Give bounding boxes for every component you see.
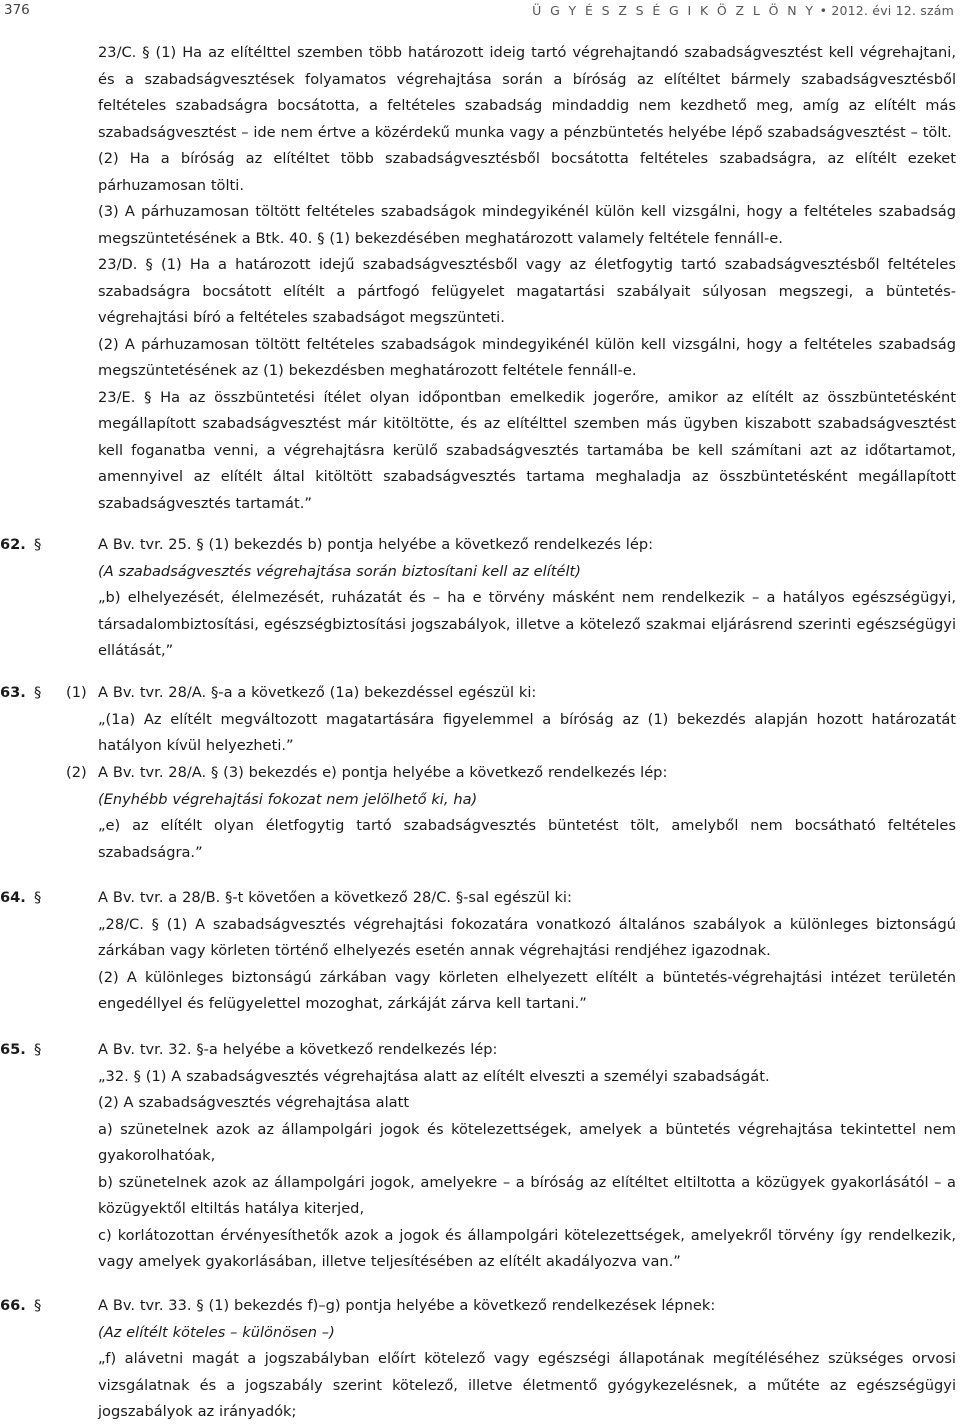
s66-context: (Az elítélt köteles – különösen –) xyxy=(98,1323,335,1341)
paragraph-23e: 23/E. § Ha az összbüntetési ítélet olyan időpontban emelkedik jogerőre, amikor az elítélt az összbüntetésként megállapított szabadságvesztést már kitöltötte, és az elítélttel szemben más ügyben kiszabott szabadságvesztést kell foganatba venni, a végrehajtásra kerülő szabadságvesztés tartamába be kell számítani azt az időtartamot, amennyivel az elítélt által kitöltött szabadságvesztés tartama meghaladja az összbüntetésként megállapított szabadságvesztés tartamát.” xyxy=(98,388,956,512)
s64-para1: „28/C. § (1) A szabadságvesztés végrehajtási fokozatára vonatkozó általános szabályok a különleges biztonságú zárkában vagy körleten történő elhelyezés esetén annak végrehajtási rendjéhez igazodnak. xyxy=(98,915,956,959)
s62-intro: A Bv. tvr. 25. § (1) bekezdés b) pontja helyébe a következő rendelkezés lép: xyxy=(98,536,654,553)
journal-title: Ü G Y É S Z S É G I K Ö Z L Ö N Y xyxy=(532,3,816,18)
paragraph-23c-3: (3) A párhuzamosan töltött feltételes szabadságok mindegyikénél külön kell vizsgálni, hogy a feltételes szabadság megszüntetésének a Btk. 40. § (1) bekezdésében meghatározott valamely feltétele fennáll-e. xyxy=(98,203,956,247)
section-64-body xyxy=(98,885,956,1018)
s63-sub2-number: (2) xyxy=(66,764,87,781)
s63-sub1-intro: A Bv. tvr. 28/A. §-a a következő (1a) bekezdéssel egészül ki: xyxy=(98,684,537,701)
section-63-symbol: § xyxy=(34,684,42,701)
s66-intro: A Bv. tvr. 33. § (1) bekezdés f)–g) pontja helyébe a következő rendelkezések lépnek: xyxy=(98,1297,716,1314)
section-64-symbol: § xyxy=(34,889,42,906)
s62-context: (A szabadságvesztés végrehajtása során biztosítani kell az elítélt) xyxy=(98,562,581,580)
issue-label: 2012. évi 12. szám xyxy=(831,3,954,18)
paragraph-23d-2: (2) A párhuzamosan töltött feltételes szabadságok mindegyikénél külön kell vizsgálni, hogy a feltételes szabadság megszüntetésének az (1) bekezdésben meghatározott feltétele fennáll-e. xyxy=(98,335,956,379)
section-63-sub1 xyxy=(98,680,956,760)
section-66-number: 66. xyxy=(0,1297,26,1314)
section-62-body xyxy=(98,532,956,665)
section-66-symbol: § xyxy=(34,1297,42,1314)
s63-sub2-intro: A Bv. tvr. 28/A. § (3) bekezdés e) pontja helyébe a következő rendelkezés lép: xyxy=(98,764,668,781)
section-62-number: 62. xyxy=(0,536,26,553)
s63-sub1-text: „(1a) Az elítélt megváltozott magatartására figyelemmel a bíróság az (1) bekezdés alapján hozott határozatát hatályon kívül helyezheti.” xyxy=(98,710,956,754)
page-header xyxy=(0,0,960,22)
section-63-number: 63. xyxy=(0,684,26,701)
s63-sub1-number: (1) xyxy=(66,684,87,701)
paragraph-23c-2: (2) Ha a bíróság az elítéltet több szabadságvesztésből bocsátotta feltételes szabadságra, az elítélt ezeket párhuzamosan tölti. xyxy=(98,150,956,194)
s63-sub2-text: „e) az elítélt olyan életfogytig tartó szabadságvesztés büntetést tölt, amelyből nem bocsátható feltételes szabadságra.” xyxy=(98,817,956,861)
s65-point-a: a) szünetelnek azok az állampolgári jogok és kötelezettségek, amelyek a büntetés végrehajtása tekintettel nem gyakorolhatóak, xyxy=(98,1120,956,1164)
section-64-number: 64. xyxy=(0,889,26,906)
header-bullet: • xyxy=(819,3,828,18)
s65-point-c: c) korlátozottan érvényesíthetők azok a jogok és állampolgári kötelezettségek, amelyekről törvény így rendelkezik, vagy amelyek gyakorlásában, illetve teljesítésében az elítélt akadályozva van.” xyxy=(98,1226,956,1270)
journal-issue xyxy=(532,3,954,18)
s65-para1: „32. § (1) A szabadságvesztés végrehajtása alatt az elítélt elveszti a személyi szabadságát. xyxy=(98,1067,770,1085)
s65-point-b: b) szünetelnek azok az állampolgári jogok, amelyekre – a bíróság az elítéltet eltiltotta a közügyek gyakorlásától – a közügyektől eltiltás hatálya kiterjed, xyxy=(98,1173,956,1217)
s65-intro: A Bv. tvr. 32. §-a helyébe a következő rendelkezés lép: xyxy=(98,1041,498,1058)
section-23c-23e xyxy=(98,40,956,517)
s63-sub2-context: (Enyhébb végrehajtási fokozat nem jelölhető ki, ha) xyxy=(98,790,478,808)
section-65-symbol: § xyxy=(34,1041,42,1058)
s64-para2: (2) A különleges biztonságú zárkában vagy körleten elhelyezett elítélt a büntetés-végrehajtási intézet területén engedéllyel és felügyelettel mozoghat, zárkáját zárva kell tartani.” xyxy=(98,968,956,1012)
section-65-number: 65. xyxy=(0,1041,26,1058)
s64-intro: A Bv. tvr. a 28/B. §-t követően a következő 28/C. §-sal egészül ki: xyxy=(98,889,572,906)
paragraph-23c-1: 23/C. § (1) Ha az elítélttel szemben több határozott ideig tartó végrehajtandó szabadságvesztést kell végrehajtani, és a szabadságvesztések folyamatos végrehajtása során a bíróság az elítéltet bármely szabadságvesztésből feltételes szabadságra bocsátotta, a feltételes szabadság mindaddig nem kezdhető meg, amíg az elítélt más szabadságvesztést – ide nem értve a közérdekű munka vagy a pénzbüntetés helyébe lépő szabadságvesztést – tölt. xyxy=(98,44,956,141)
s66-point-f: „f) alávetni magát a jogszabályban előírt kötelező vagy egészségi állapotának megítéléséhez szükséges orvosi vizsgálatnak és a jogszabály szerint kötelező, illetve életmentő gyógykezelésnek, a műtéte az egészségügyi jogszabályok az irányadók; xyxy=(98,1350,956,1420)
paragraph-23d-1: 23/D. § (1) Ha a határozott idejű szabadságvesztésből vagy az életfogytig tartó szabadságvesztésből feltételes szabadságra bocsátott elítélt a pártfogó felügyelet magatartási szabályait súlyosan megszegi, a büntetés-végrehajtási bíró a feltételes szabadságot megszünteti. xyxy=(98,256,956,326)
s65-para2: (2) A szabadságvesztés végrehajtása alatt xyxy=(98,1094,410,1111)
section-63-sub2 xyxy=(98,760,956,866)
s62-text: „b) elhelyezését, élelmezését, ruházatát és – ha e törvény másként nem rendelkezik – a hatályos egészségügyi, társadalombiztosítási, egészségbiztosítási jogszabályok, illetve a kötelező szakmai eljárásrend szerinti egészségügyi ellátását,” xyxy=(98,589,956,659)
section-66-body xyxy=(98,1293,956,1426)
page-number: 376 xyxy=(4,2,30,18)
section-62-symbol: § xyxy=(34,536,42,553)
section-65-body xyxy=(98,1037,956,1276)
